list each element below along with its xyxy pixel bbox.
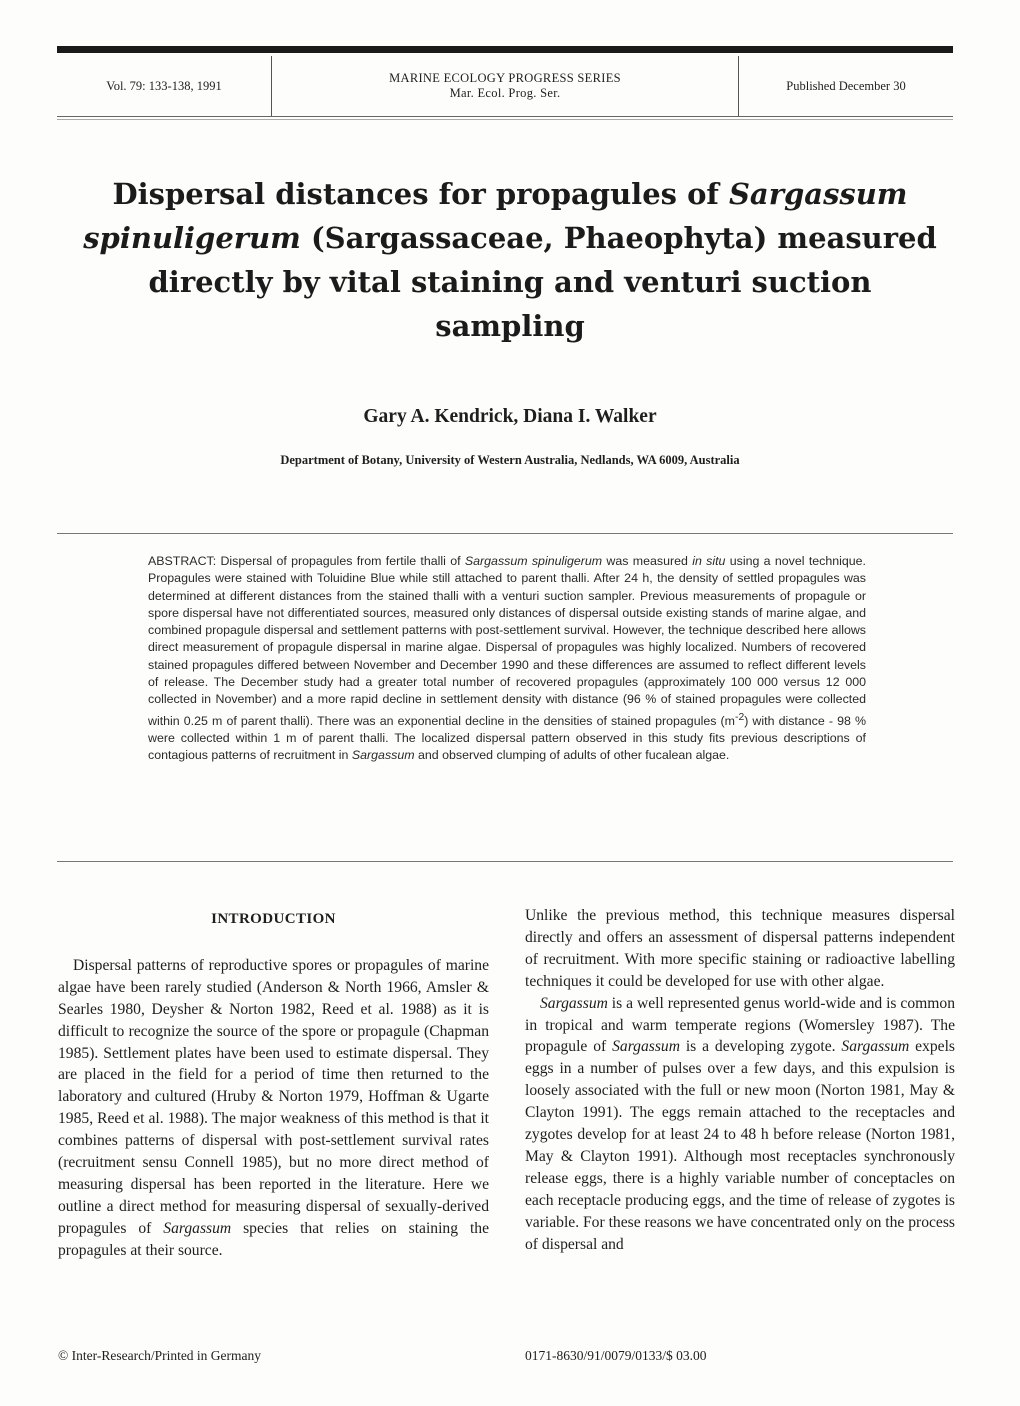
abstract-superscript: -2 — [735, 711, 745, 723]
abstract-genus: Sargassum — [351, 748, 415, 763]
introduction-heading: INTRODUCTION — [211, 911, 336, 927]
abstract-species: Sargassum spinuligerum — [464, 554, 603, 568]
paragraph-text: Dispersal patterns of reproductive spores or propagules of marine algae have been rarely studied (Anderson & North 1966, Amsler & Searles 1980, Deysher & Norton 1982, Reed et al. 1988) as it is difficult to recognize the source of the spore or propagule (Chapman 1985). Settlement plates have been used to estimate dispersal. They are placed in the field for a period of time then returned to the laboratory and cultured (Hruby & Norton 1979, Hoffman & Ugarte 1985, Reed et al. 1988). The major weakness of this method is that it combines patterns of dispersal with post-settlement survival rates (recruitment sensu Connell 1985), but no more direct method of measuring dispersal has been reported in the literature. Here we outline a direct method for measuring dispersal of sexually-derived propagules of — [58, 956, 489, 1237]
header-bottom-rule-thin — [57, 119, 953, 120]
abstract-bottom-rule — [57, 861, 953, 862]
genus-name: Sargassum — [163, 1219, 232, 1237]
paper-title — [70, 172, 950, 348]
affiliation: Department of Botany, University of Western Australia, Nedlands, WA 6009, Australia — [280, 453, 740, 467]
volume-info: Vol. 79: 133-138, 1991 — [106, 78, 222, 93]
paragraph-text: is a well represented genus world-wide and is common in tropical and warm temperate regions (Womersley 1987). The propagule of — [525, 994, 955, 1056]
genus-name: Sargassum — [612, 1038, 680, 1056]
abstract-text: was measured — [602, 554, 693, 568]
genus-name: Sargassum — [540, 994, 608, 1012]
journal-header — [57, 56, 953, 116]
genus-name: Sargassum — [841, 1038, 910, 1056]
intro-paragraph-3 — [525, 993, 955, 1256]
footer-copyright: © Inter-Research/Printed in Germany — [58, 1348, 262, 1363]
paragraph-text: species that relies on staining the propagules at their source. — [58, 1219, 489, 1259]
right-column — [525, 905, 955, 1256]
title-part1: Dispersal distances for propagules of — [112, 177, 729, 211]
header-top-rule — [57, 46, 953, 53]
journal-name-line1: MARINE ECOLOGY PROGRESS SERIES — [389, 71, 621, 85]
abstract-label: ABSTRACT: — [148, 554, 217, 568]
title-part2: (Sargassaceae, Phaeophyta) measured directly by vital staining and venturi suction sampling — [148, 221, 937, 343]
publication-date: Published December 30 — [786, 78, 906, 93]
left-column — [58, 905, 489, 1262]
title-genus: Sargassum — [728, 177, 908, 211]
abstract-in-situ: in situ — [692, 554, 726, 568]
journal-name-line2: Mar. Ecol. Prog. Ser. — [449, 86, 561, 100]
paragraph-text: expels eggs in a number of pulses over a few days, and this expulsion is loosely associated with the full or new moon (Norton 1981, May & Clayton 1991). The eggs remain attached to the receptacles and zygotes develop for at least 24 to 48 h before release (Norton 1981, May & Clayton 1991). Although most receptacles synchronously release eggs, there is a highly variable number of conceptacles on each receptacle producing eggs, and the time of release of zygotes is variable. For these reasons we have concentrated only on the process of dispersal and — [525, 1038, 955, 1253]
abstract-text: ) with distance - 98 % were collected within 1 m of parent thalli. The localized dispersal pattern observed in this study fits previous descriptions of contagious patterns of recruitment in — [148, 713, 866, 763]
intro-paragraph-1 — [58, 955, 489, 1262]
paragraph-text: is a developing zygote. — [679, 1038, 842, 1056]
authors: Gary A. Kendrick, Diana I. Walker — [363, 406, 657, 427]
journal-name — [271, 56, 739, 116]
abstract-text: Dispersal of propagules from fertile thalli of — [216, 554, 465, 568]
abstract-top-rule — [57, 533, 953, 534]
abstract-text: using a novel technique. Propagules were stained with Toluidine Blue while still attached to parent thalli. After 24 h, the density of settled propagules was determined at different distances from the stained thalli with a venturi suction sampler. Previous measurements of propagule or spore dispersal have not differentiated sources, measured only distances of dispersal outside existing stands of marine algae, and combined propagule dispersal and settlement patterns with post-settlement survival. However, the technique described here allows direct measurement of propagule dispersal in marine algae. Dispersal of propagules was highly localized. Numbers of recovered stained propagules differed between November and December 1990 and these differences are assumed to reflect different levels of release. The December study had a greater total number of recovered propagules (approximately 100 000 versus 12 000 collected in November) and a more rapid decline in settlement density with distance (96 % of stained propagules were collected within 0.25 m of parent thalli). There was an exponential decline in the densities of stained propagules (m — [148, 554, 867, 728]
abstract — [148, 553, 866, 765]
footer-issn: 0171-8630/91/0079/0133/$ 03.00 — [525, 1348, 707, 1363]
title-species: spinuligerum — [83, 221, 301, 255]
header-bottom-rule — [57, 116, 953, 117]
abstract-text: and observed clumping of adults of other fucalean algae. — [414, 748, 730, 763]
intro-paragraph-2: Unlike the previous method, this technique measures dispersal directly and offers an assessment of dispersal patterns independent of recruitment. With more specific staining or radioactive labelling techniques it could be developed for use with other algae. — [525, 907, 955, 990]
